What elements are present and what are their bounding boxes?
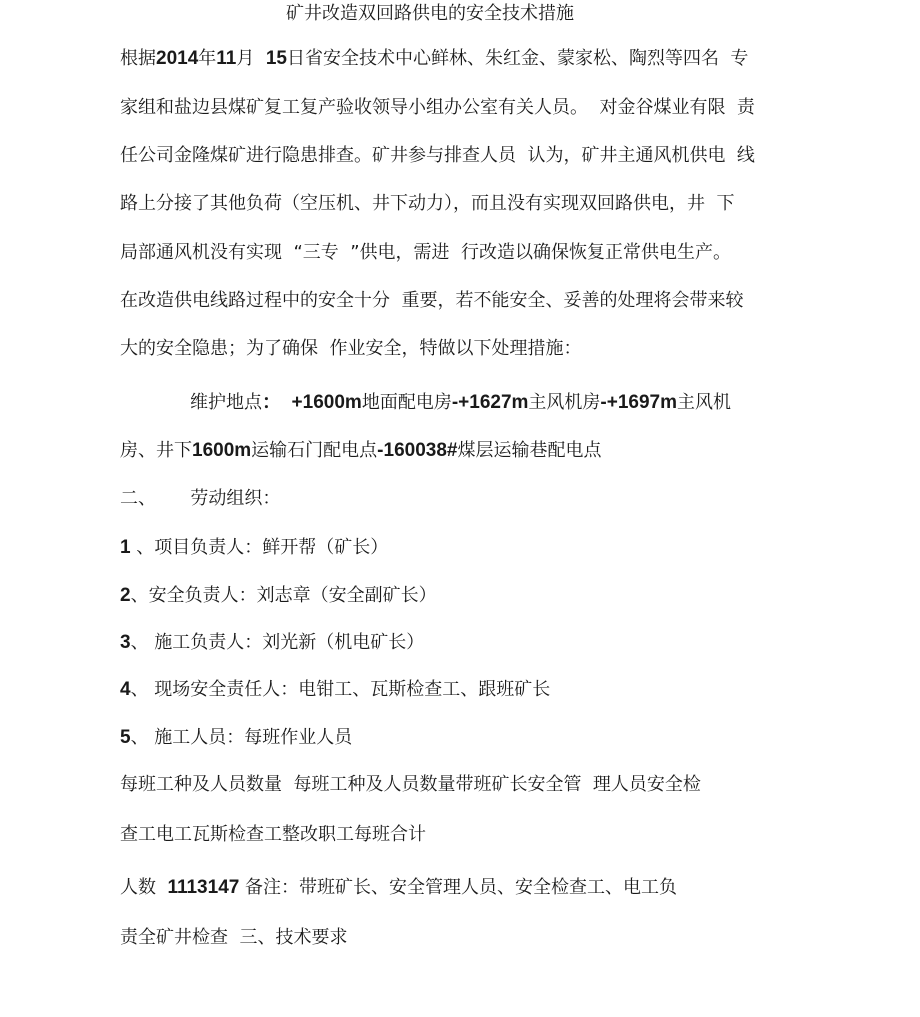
paragraph-line: 路上分接了其他负荷（空压机、井下动力），而且没有实现双回路供电，井 下 [120,193,735,214]
staffing-text-line: 查工电工瓦斯检查工整改职工每班合计 [120,824,426,845]
paragraph-line: 任公司金隆煤矿进行隐患排查。矿井参与排查人员 认为，矿井主通风机供电 线 [120,145,755,166]
paragraph-line: 局部通风机没有实现 “三专 ”供电，需进 行改造以确保恢复正常供电生产。 [120,242,731,263]
labor-heading: 二、 劳动组织： [120,488,281,509]
labor-item: 3、 施工负责人：刘光新（机电矿长） [120,632,425,653]
document-title: 矿井改造双回路供电的安全技术措施 [286,3,574,24]
staffing-text-line: 人数 1113147 备注：带班矿长、安全管理人员、安全检查工、电工负 [120,877,678,898]
labor-item: 1 、项目负责人：鲜开帮（矿长） [120,537,389,558]
staffing-text-line: 每班工种及人员数量 每班工种及人员数量带班矿长安全管 理人员安全检 [120,774,701,795]
labor-item: 4、 现场安全责任人：电钳工、瓦斯检查工、跟班矿长 [120,679,551,700]
paragraph-line: 大的安全隐患；为了确保 作业安全，特做以下处理措施： [120,338,582,359]
staffing-text-line: 责全矿井检查 三、技术要求 [120,927,348,948]
maintenance-location-line: 房、井下1600m运输石门配电点-160038#煤层运输巷配电点 [120,440,602,461]
paragraph-line: 根据2014年11月 15日省安全技术中心鲜林、朱红金、蒙家松、陶烈等四名 专 [120,48,749,69]
paragraph-line: 在改造供电线路过程中的安全十分 重要，若不能安全、妥善的处理将会带来较 [120,290,744,311]
labor-item: 5、 施工人员：每班作业人员 [120,727,353,748]
maintenance-location-line: 维护地点： +1600m地面配电房-+1627m主风机房-+1697m主风机 [190,392,732,413]
labor-item: 2、安全负责人：刘志章（安全副矿长） [120,585,437,606]
paragraph-line: 家组和盐边县煤矿复工复产验收领导小组办公室有关人员。 对金谷煤业有限 责 [120,97,755,118]
